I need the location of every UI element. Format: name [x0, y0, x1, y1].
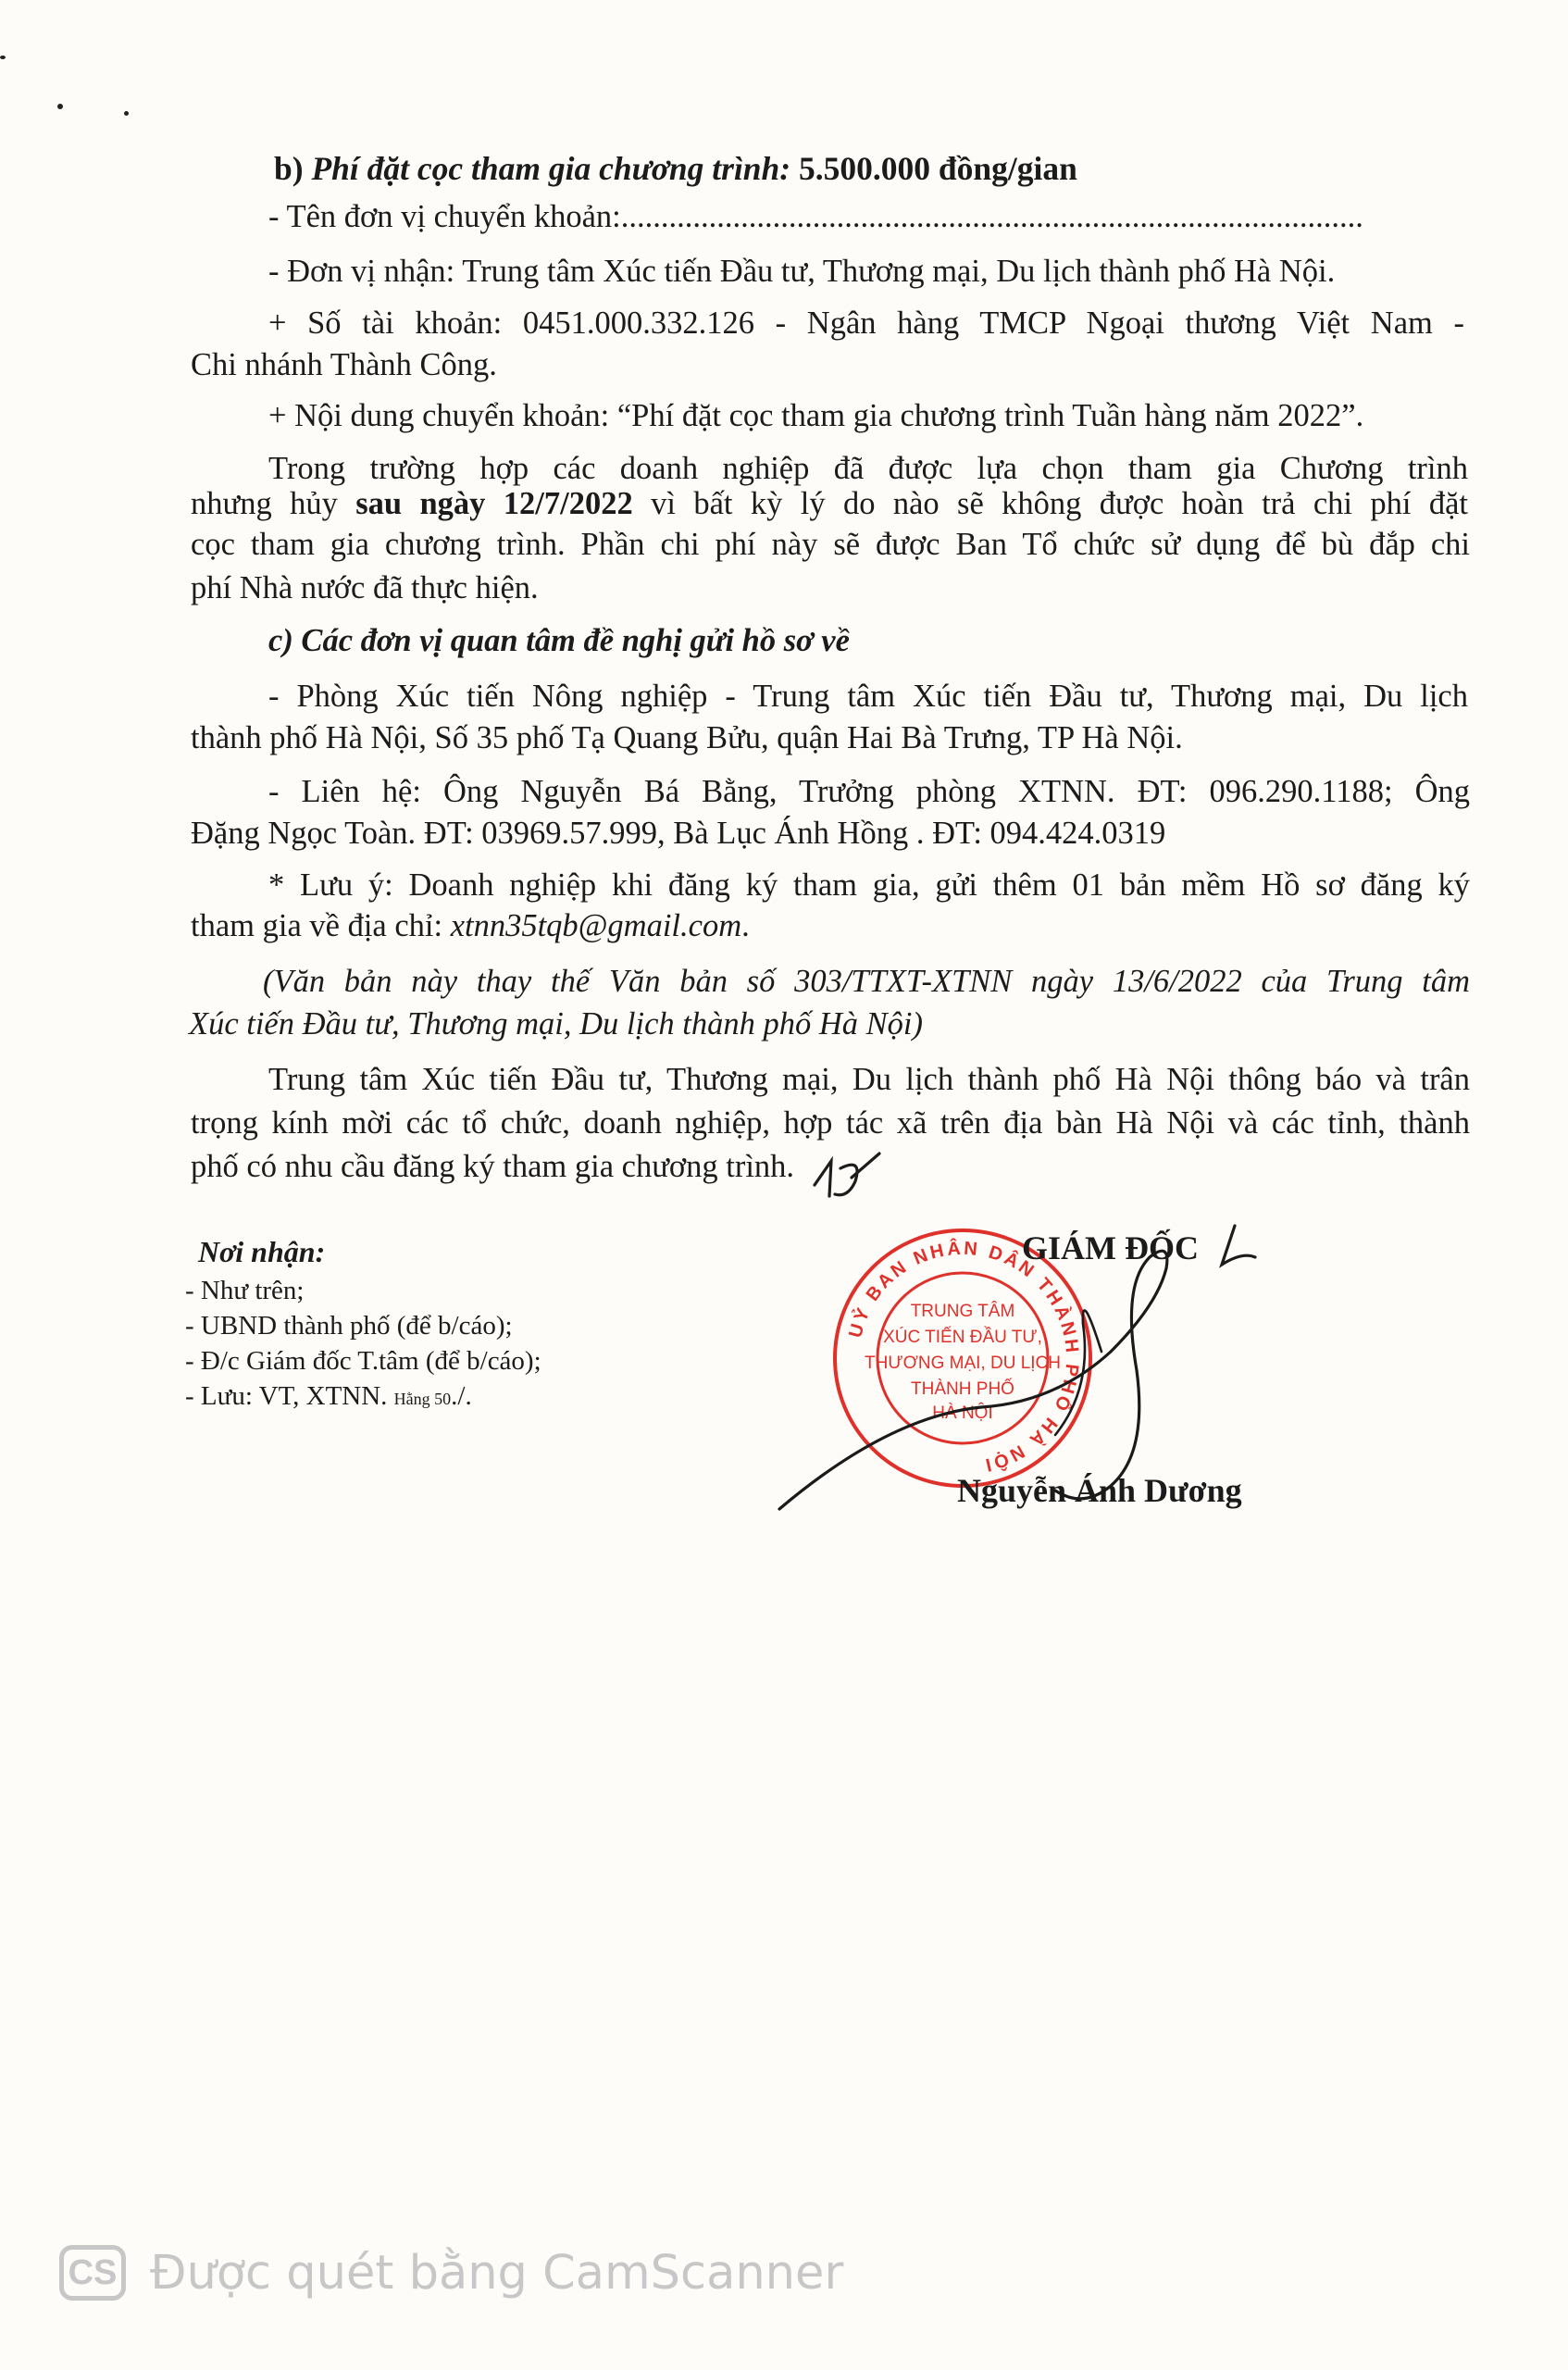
initials-mark — [807, 1141, 890, 1205]
refund-paragraph-line-4: phí Nhà nước đã thực hiện. — [191, 570, 539, 605]
archive-text: - Lưu: VT, XTNN. — [185, 1381, 388, 1411]
recipient-archive — [185, 1379, 472, 1416]
refund-text-post: vì bất kỳ lý do nào sẽ không được hoàn trả chi phí đặt — [651, 486, 1469, 521]
transfer-unit-line: - Tên đơn vị chuyển khoản:............................................................................................. — [268, 199, 1363, 234]
section-b-label: b) — [274, 150, 304, 187]
stamp-line-4: THÀNH PHỐ — [911, 1379, 1014, 1399]
camscanner-logo-icon: CS — [59, 2245, 126, 2301]
refund-paragraph-line-2 — [191, 483, 1468, 524]
note-line-1: * Lưu ý: Doanh nghiệp khi đăng ký tham gia, gửi thêm 01 bản mềm Hồ sơ đăng ký — [268, 867, 1470, 903]
archive-end: ./. — [451, 1381, 472, 1411]
deposit-amount: 5.500.000 đồng/gian — [799, 150, 1077, 187]
stamp-ring-text: UỶ BAN NHÂN DÂN THÀNH PHỐ HÀ NỘI — [845, 1238, 1083, 1476]
recipient-line: - Đơn vị nhận: Trung tâm Xúc tiến Đầu tư, Thương mại, Du lịch thành phố Hà Nội. — [268, 254, 1336, 289]
scan-speck — [0, 56, 6, 59]
office-line-2: thành phố Hà Nội, Số 35 phố Tạ Quang Bửu, quận Hai Bà Trưng, TP Hà Nội. — [191, 720, 1183, 755]
account-line-2: Chi nhánh Thành Công. — [191, 347, 497, 382]
note-text: tham gia về địa chỉ: — [191, 908, 443, 943]
note-end: . — [741, 908, 750, 943]
closing-line-3: phố có nhu cầu đăng ký tham gia chương trình. — [191, 1149, 795, 1184]
scan-speck — [124, 111, 129, 116]
contact-line-2: Đặng Ngọc Toàn. ĐT: 03969.57.999, Bà Lục Ánh Hồng . ĐT: 094.424.0319 — [191, 816, 1166, 851]
replacement-note-line-1: (Văn bản này thay thế Văn bản số 303/TTXT-XTNN ngày 13/6/2022 của Trung tâm — [263, 964, 1470, 999]
office-line-1: - Phòng Xúc tiến Nông nghiệp - Trung tâm Xúc tiến Đầu tư, Thương mại, Du lịch — [268, 679, 1468, 714]
transfer-content-line: + Nội dung chuyển khoản: “Phí đặt cọc tham gia chương trình Tuần hàng năm 2022”. — [268, 398, 1364, 433]
stamp-line-5: HÀ NỘI — [932, 1403, 993, 1423]
recipient-item-3: - Đ/c Giám đốc T.tâm (để b/cáo); — [185, 1346, 541, 1376]
scan-speck — [57, 104, 63, 109]
refund-paragraph-line-3: cọc tham gia chương trình. Phần chi phí này sẽ được Ban Tổ chức sử dụng để bù đắp chi — [191, 527, 1470, 562]
recipient-item-1: - Như trên; — [185, 1276, 305, 1305]
replacement-note-line-2: Xúc tiến Đầu tư, Thương mại, Du lịch thành phố Hà Nội) — [189, 1006, 923, 1042]
contact-email: xtnn35tqb@gmail.com — [450, 908, 742, 943]
section-b-title: Phí đặt cọc tham gia chương trình: — [311, 150, 791, 187]
camscanner-footer — [59, 2236, 843, 2310]
signer-name: Nguyễn Ánh Dương — [957, 1472, 1242, 1509]
refund-paragraph-line-1: Trong trường hợp các doanh nghiệp đã được lựa chọn tham gia Chương trình — [268, 451, 1468, 486]
signature-title-text: GIÁM ĐỐC — [1022, 1229, 1199, 1266]
account-line-1: + Số tài khoản: 0451.000.332.126 - Ngân hàng TMCP Ngoại thương Việt Nam - — [268, 306, 1464, 341]
section-c-heading: c) Các đơn vị quan tâm đề nghị gửi hồ sơ về — [268, 623, 850, 658]
note-line-2 — [191, 905, 750, 946]
contact-line-1: - Liên hệ: Ông Nguyễn Bá Bằng, Trưởng phòng XTNN. ĐT: 096.290.1188; Ông — [268, 774, 1470, 809]
section-b-heading — [274, 148, 1077, 189]
stamp-line-1: TRUNG TÂM — [910, 1302, 1015, 1321]
stamp-line-3: THƯƠNG MẠI, DU LỊCH — [865, 1353, 1061, 1373]
refund-text-pre: nhưng hủy — [191, 486, 338, 521]
stamp-line-2: XÚC TIẾN ĐẦU TƯ, — [883, 1328, 1042, 1347]
camscanner-watermark: Được quét bằng CamScanner — [150, 2245, 844, 2301]
archive-initials: Hằng 50 — [393, 1390, 452, 1408]
refund-deadline: sau ngày 12/7/2022 — [355, 486, 633, 521]
recipient-item-2: - UBND thành phố (để b/cáo); — [185, 1311, 513, 1341]
recipients-heading: Nơi nhận: — [198, 1235, 326, 1268]
closing-line-1: Trung tâm Xúc tiến Đầu tư, Thương mại, Du lịch thành phố Hà Nội thông báo và trân — [268, 1062, 1470, 1097]
closing-line-2: trọng kính mời các tổ chức, doanh nghiệp, hợp tác xã trên địa bàn Hà Nội và các tỉnh, thành — [191, 1105, 1470, 1141]
